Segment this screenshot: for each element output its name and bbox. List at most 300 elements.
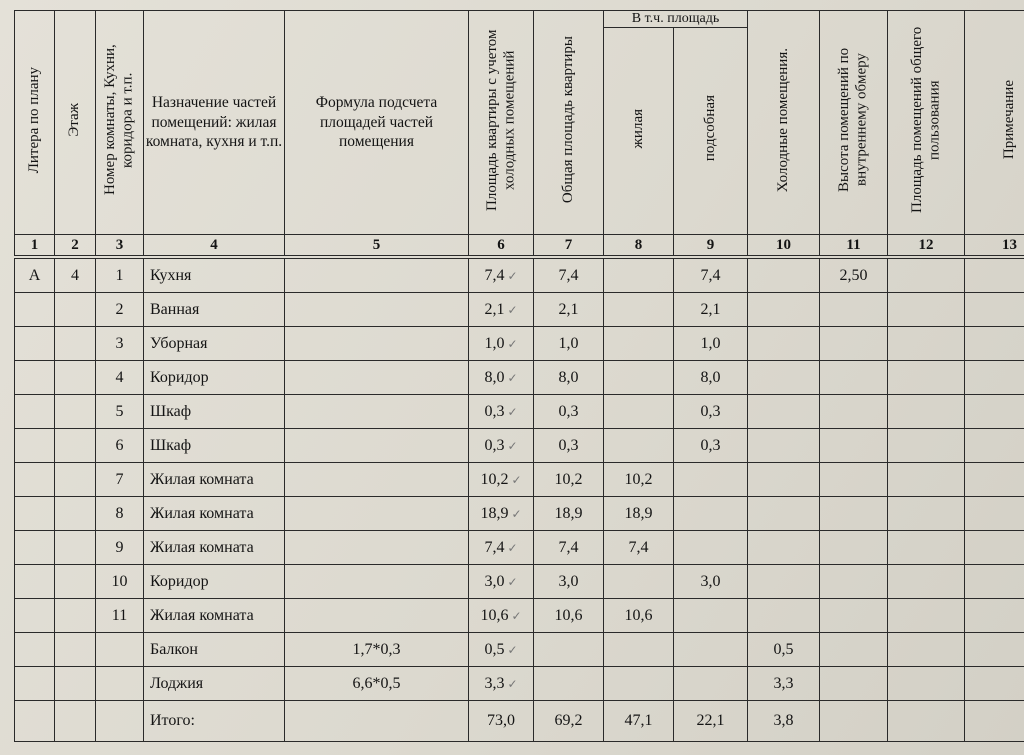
cell-living-area: [604, 257, 674, 293]
cell-formula: [285, 327, 469, 361]
totals-empty: [285, 701, 469, 742]
cell-litera: [15, 565, 55, 599]
cell-note: [965, 599, 1024, 633]
cell-area-with-cold: [469, 565, 534, 599]
cell-note: [965, 293, 1024, 327]
column-number: 12: [888, 235, 965, 258]
cell-auxiliary-area: [674, 633, 748, 667]
totals-empty: [820, 701, 888, 742]
check-mark-icon: ✓: [507, 268, 518, 283]
cell-room-number: [96, 327, 144, 361]
cell-floor: [55, 633, 96, 667]
check-mark-icon: ✓: [507, 540, 518, 555]
cell-auxiliary-area: [674, 463, 748, 497]
cell-room-name-text: Кухня: [150, 266, 192, 284]
cell-auxiliary-area: [674, 257, 748, 293]
cell-living-area: [604, 599, 674, 633]
cell-room-name-text: Жилая комната: [150, 470, 254, 488]
cell-room-number: [96, 361, 144, 395]
cell-cold-area: [748, 395, 820, 429]
cell-formula-text: 6,6*0,5: [352, 674, 401, 692]
cell-common-area: [888, 327, 965, 361]
cell-room-name-text: Коридор: [150, 368, 209, 386]
cell-room-number-text: 10: [111, 572, 128, 590]
check-mark-icon: ✓: [507, 302, 518, 317]
cell-formula: [285, 395, 469, 429]
table-row: [15, 327, 1024, 361]
cell-total-area-text: 10,2: [554, 470, 583, 488]
cell-total-area: [534, 633, 604, 667]
check-mark-icon: ✓: [511, 608, 522, 623]
cell-cold-area: [748, 599, 820, 633]
cell-note: [965, 361, 1024, 395]
cell-total-area-text: 7,4: [558, 266, 579, 284]
column-number: 10: [748, 235, 820, 258]
cell-note: [965, 531, 1024, 565]
cell-area-with-cold-text: 8,0: [484, 368, 505, 386]
cell-formula: [285, 633, 469, 667]
cell-litera: [15, 395, 55, 429]
totals-empty: [888, 701, 965, 742]
cell-room-name-text: Шкаф: [150, 436, 192, 454]
cell-total-area-text: 0,3: [558, 402, 579, 420]
cell-total-area: [534, 565, 604, 599]
cell-living-area: [604, 531, 674, 565]
table-row: [15, 633, 1024, 667]
cell-room-name-text: Коридор: [150, 572, 209, 590]
cell-height: [820, 327, 888, 361]
cell-room-name: [144, 429, 285, 463]
cell-area-with-cold-text: 3,0: [484, 572, 505, 590]
table-row: [15, 293, 1024, 327]
cell-living-area-text: 7,4: [628, 538, 649, 556]
cell-formula: [285, 293, 469, 327]
table-row: [15, 361, 1024, 395]
cell-height: [820, 599, 888, 633]
check-mark-icon: ✓: [507, 574, 518, 589]
cell-area-with-cold: [469, 531, 534, 565]
header-floor: Этаж: [55, 11, 96, 235]
cell-litera: [15, 293, 55, 327]
header-including-area: В т.ч. площадь: [604, 11, 748, 28]
cell-room-number-text: 7: [115, 470, 124, 488]
header-common-area: Площадь помещений общего пользования: [888, 11, 965, 235]
cell-total-area: [534, 327, 604, 361]
cell-living-area: [604, 565, 674, 599]
cell-area-with-cold: [469, 361, 534, 395]
cell-height: [820, 293, 888, 327]
cell-total-area-text: 2,1: [558, 300, 579, 318]
cell-living-area-text: 10,2: [624, 470, 653, 488]
cell-note: [965, 463, 1024, 497]
cell-living-area-text: 10,6: [624, 606, 653, 624]
cell-area-with-cold-text: 0,3: [484, 402, 505, 420]
cell-room-number: [96, 497, 144, 531]
cell-room-number-text: 11: [111, 606, 128, 624]
cell-room-number: [96, 257, 144, 293]
cell-room-name-text: Лоджия: [150, 674, 204, 692]
header-total-area: Общая площадь квартиры: [534, 11, 604, 235]
cell-total-area-text: 8,0: [558, 368, 579, 386]
cell-height: [820, 395, 888, 429]
cell-auxiliary-area: [674, 531, 748, 565]
cell-area-with-cold: [469, 463, 534, 497]
header-area-with-cold: Площадь квартиры с учетом холодных помещений: [469, 11, 534, 235]
cell-area-with-cold: [469, 667, 534, 701]
cell-cold-area: [748, 667, 820, 701]
cell-room-name-text: Ванная: [150, 300, 200, 318]
cell-total-area: [534, 463, 604, 497]
cell-common-area: [888, 565, 965, 599]
cell-auxiliary-area-text: 7,4: [700, 266, 721, 284]
cell-room-name: [144, 257, 285, 293]
cell-floor: [55, 531, 96, 565]
cell-auxiliary-area-text: 0,3: [700, 402, 721, 420]
cell-floor: [55, 599, 96, 633]
header-cold-rooms: Холодные помещения.: [748, 11, 820, 235]
cell-area-with-cold: [469, 599, 534, 633]
totals-total-area: 69,2: [534, 701, 604, 742]
cell-total-area: [534, 599, 604, 633]
cell-auxiliary-area: [674, 293, 748, 327]
cell-total-area-text: 18,9: [554, 504, 583, 522]
cell-area-with-cold-text: 7,4: [484, 538, 505, 556]
cell-living-area: [604, 361, 674, 395]
cell-height: [820, 565, 888, 599]
cell-height: [820, 361, 888, 395]
cell-floor: [55, 293, 96, 327]
cell-litera: [15, 497, 55, 531]
cell-cold-area: [748, 565, 820, 599]
cell-area-with-cold: [469, 257, 534, 293]
cell-living-area: [604, 667, 674, 701]
table-row: [15, 531, 1024, 565]
cell-height: [820, 667, 888, 701]
totals-living: 47,1: [604, 701, 674, 742]
cell-cold-area: [748, 531, 820, 565]
cell-common-area: [888, 599, 965, 633]
cell-total-area-text: 1,0: [558, 334, 579, 352]
cell-room-name-text: Уборная: [150, 334, 208, 352]
cell-height: [820, 531, 888, 565]
cell-floor: [55, 667, 96, 701]
cell-room-name: [144, 599, 285, 633]
cell-room-number: [96, 429, 144, 463]
cell-room-number-text: 9: [115, 538, 124, 556]
cell-note: [965, 667, 1024, 701]
cell-cold-area: [748, 633, 820, 667]
cell-room-number: [96, 667, 144, 701]
cell-total-area-text: 0,3: [558, 436, 579, 454]
cell-room-name: [144, 327, 285, 361]
column-number: 6: [469, 235, 534, 258]
cell-room-name: [144, 293, 285, 327]
cell-room-number-text: 3: [115, 334, 124, 352]
cell-total-area-text: 7,4: [558, 538, 579, 556]
cell-cold-area-text: 0,5: [773, 640, 794, 658]
cell-auxiliary-area: [674, 599, 748, 633]
cell-room-name: [144, 633, 285, 667]
cell-living-area: [604, 395, 674, 429]
header-formula: Формула подсчета площадей частей помещения: [285, 11, 469, 235]
cell-formula: [285, 667, 469, 701]
cell-auxiliary-area: [674, 395, 748, 429]
cell-area-with-cold-text: 10,2: [480, 470, 509, 488]
cell-height: [820, 463, 888, 497]
cell-total-area: [534, 293, 604, 327]
cell-area-with-cold: [469, 497, 534, 531]
totals-label: Итого:: [144, 701, 285, 742]
column-number: 11: [820, 235, 888, 258]
column-number: 8: [604, 235, 674, 258]
table-row: [15, 565, 1024, 599]
cell-area-with-cold: [469, 327, 534, 361]
cell-auxiliary-area-text: 8,0: [700, 368, 721, 386]
cell-living-area: [604, 497, 674, 531]
cell-litera: [15, 463, 55, 497]
cell-living-area: [604, 327, 674, 361]
cell-area-with-cold: [469, 395, 534, 429]
cell-note: [965, 497, 1024, 531]
cell-litera: [15, 429, 55, 463]
cell-height: [820, 429, 888, 463]
cell-area-with-cold: [469, 633, 534, 667]
cell-room-number-text: 8: [115, 504, 124, 522]
cell-note: [965, 429, 1024, 463]
cell-common-area: [888, 667, 965, 701]
table-row: [15, 497, 1024, 531]
cell-room-number-text: 5: [115, 402, 124, 420]
table-row: [15, 429, 1024, 463]
cell-auxiliary-area-text: 1,0: [700, 334, 721, 352]
check-mark-icon: ✓: [511, 506, 522, 521]
cell-room-name: [144, 531, 285, 565]
cell-litera: [15, 633, 55, 667]
cell-cold-area: [748, 497, 820, 531]
cell-common-area: [888, 497, 965, 531]
check-mark-icon: ✓: [507, 370, 518, 385]
cell-total-area: [534, 257, 604, 293]
cell-room-name: [144, 395, 285, 429]
table-row: [15, 395, 1024, 429]
cell-litera: [15, 361, 55, 395]
column-number: 4: [144, 235, 285, 258]
cell-room-name: [144, 497, 285, 531]
cell-room-name: [144, 667, 285, 701]
cell-height: [820, 257, 888, 293]
cell-area-with-cold-text: 10,6: [480, 606, 509, 624]
cell-cold-area: [748, 361, 820, 395]
header-height: Высота помещений по внутреннему обмеру: [820, 11, 888, 235]
header-row: [15, 11, 1024, 28]
cell-area-with-cold: [469, 429, 534, 463]
cell-area-with-cold-text: 7,4: [484, 266, 505, 284]
cell-litera: [15, 327, 55, 361]
cell-formula: [285, 531, 469, 565]
cell-area-with-cold-text: 3,3: [484, 674, 505, 692]
cell-note: [965, 565, 1024, 599]
cell-common-area: [888, 257, 965, 293]
cell-total-area: [534, 667, 604, 701]
cell-room-number: [96, 633, 144, 667]
cell-floor: [55, 361, 96, 395]
cell-area-with-cold-text: 0,3: [484, 436, 505, 454]
cell-living-area: [604, 463, 674, 497]
cell-common-area: [888, 395, 965, 429]
column-number: 7: [534, 235, 604, 258]
totals-auxiliary: 22,1: [674, 701, 748, 742]
column-number: 9: [674, 235, 748, 258]
cell-room-name-text: Балкон: [150, 640, 198, 658]
cell-room-number-text: 1: [115, 266, 124, 284]
cell-cold-area: [748, 429, 820, 463]
cell-cold-area: [748, 327, 820, 361]
cell-auxiliary-area: [674, 667, 748, 701]
cell-living-area: [604, 633, 674, 667]
cell-height-text: 2,50: [839, 266, 868, 284]
cell-cold-area: [748, 463, 820, 497]
cell-area-with-cold-text: 0,5: [484, 640, 505, 658]
cell-common-area: [888, 531, 965, 565]
column-number: 2: [55, 235, 96, 258]
cell-total-area: [534, 429, 604, 463]
cell-cold-area: [748, 293, 820, 327]
cell-room-number: [96, 293, 144, 327]
table-body: [15, 257, 1024, 742]
cell-auxiliary-area: [674, 327, 748, 361]
header-room-number: Номер комнаты, Кухни, коридора и т.п.: [96, 11, 144, 235]
totals-empty: [55, 701, 96, 742]
column-number: 1: [15, 235, 55, 258]
cell-total-area-text: 10,6: [554, 606, 583, 624]
cell-floor: [55, 395, 96, 429]
cell-formula: [285, 463, 469, 497]
cell-total-area-text: 3,0: [558, 572, 579, 590]
cell-formula: [285, 361, 469, 395]
cell-room-name-text: Жилая комната: [150, 538, 254, 556]
cell-living-area: [604, 429, 674, 463]
check-mark-icon: ✓: [507, 336, 518, 351]
cell-note: [965, 633, 1024, 667]
cell-total-area: [534, 395, 604, 429]
cell-cold-area-text: 3,3: [773, 674, 794, 692]
cell-room-name: [144, 361, 285, 395]
header-note: Примечание: [965, 11, 1024, 235]
cell-common-area: [888, 361, 965, 395]
column-number: 5: [285, 235, 469, 258]
cell-room-number-text: 2: [115, 300, 124, 318]
cell-litera-text: А: [28, 266, 41, 284]
cell-floor-text: 4: [71, 266, 79, 284]
cell-note: [965, 257, 1024, 293]
cell-area-with-cold-text: 1,0: [484, 334, 505, 352]
cell-note: [965, 395, 1024, 429]
area-explication-table: [14, 10, 1024, 742]
totals-row: [15, 701, 1024, 742]
cell-room-number: [96, 395, 144, 429]
cell-auxiliary-area: [674, 429, 748, 463]
table-row: [15, 599, 1024, 633]
cell-auxiliary-area-text: 0,3: [700, 436, 721, 454]
cell-total-area: [534, 531, 604, 565]
cell-height: [820, 497, 888, 531]
cell-room-name: [144, 565, 285, 599]
cell-total-area: [534, 497, 604, 531]
cell-common-area: [888, 293, 965, 327]
cell-litera: [15, 667, 55, 701]
cell-room-number-text: 6: [115, 436, 124, 454]
cell-formula: [285, 599, 469, 633]
cell-room-name-text: Шкаф: [150, 402, 192, 420]
cell-common-area: [888, 463, 965, 497]
cell-room-name-text: Жилая комната: [150, 606, 254, 624]
cell-area-with-cold-text: 18,9: [480, 504, 509, 522]
totals-area: 73,0: [469, 701, 534, 742]
cell-auxiliary-area-text: 3,0: [700, 572, 721, 590]
table-row: [15, 463, 1024, 497]
header-living: жилая: [604, 28, 674, 235]
cell-height: [820, 633, 888, 667]
cell-cold-area: [748, 257, 820, 293]
column-number: 3: [96, 235, 144, 258]
header-litera: Литера по плану: [15, 11, 55, 235]
cell-common-area: [888, 633, 965, 667]
cell-room-number-text: 4: [115, 368, 124, 386]
cell-room-number: [96, 531, 144, 565]
check-mark-icon: ✓: [507, 642, 518, 657]
header-auxiliary: подсобная: [674, 28, 748, 235]
header-purpose: Назначение частей помещений: жилая комната, кухня и т.п.: [144, 11, 285, 235]
cell-note: [965, 327, 1024, 361]
cell-formula-text: 1,7*0,3: [352, 640, 401, 658]
cell-living-area: [604, 293, 674, 327]
cell-formula: [285, 257, 469, 293]
cell-living-area-text: 18,9: [624, 504, 653, 522]
cell-floor: [55, 497, 96, 531]
cell-litera: [15, 531, 55, 565]
cell-floor: [55, 327, 96, 361]
cell-auxiliary-area: [674, 497, 748, 531]
totals-cold: 3,8: [748, 701, 820, 742]
check-mark-icon: ✓: [507, 438, 518, 453]
cell-room-number: [96, 599, 144, 633]
totals-empty: [96, 701, 144, 742]
column-number: 13: [965, 235, 1024, 258]
check-mark-icon: ✓: [507, 404, 518, 419]
cell-area-with-cold-text: 2,1: [484, 300, 505, 318]
cell-floor: [55, 257, 96, 293]
table-row: [15, 667, 1024, 701]
cell-total-area: [534, 361, 604, 395]
cell-litera: [15, 257, 55, 293]
check-mark-icon: ✓: [511, 472, 522, 487]
cell-floor: [55, 429, 96, 463]
cell-floor: [55, 463, 96, 497]
cell-litera: [15, 599, 55, 633]
totals-empty: [965, 701, 1024, 742]
cell-room-name-text: Жилая комната: [150, 504, 254, 522]
cell-formula: [285, 497, 469, 531]
cell-formula: [285, 565, 469, 599]
column-numbers-row: [15, 235, 1024, 258]
check-mark-icon: ✓: [507, 676, 518, 691]
cell-room-number: [96, 463, 144, 497]
cell-auxiliary-area: [674, 565, 748, 599]
cell-auxiliary-area: [674, 361, 748, 395]
cell-room-name: [144, 463, 285, 497]
cell-common-area: [888, 429, 965, 463]
cell-floor: [55, 565, 96, 599]
